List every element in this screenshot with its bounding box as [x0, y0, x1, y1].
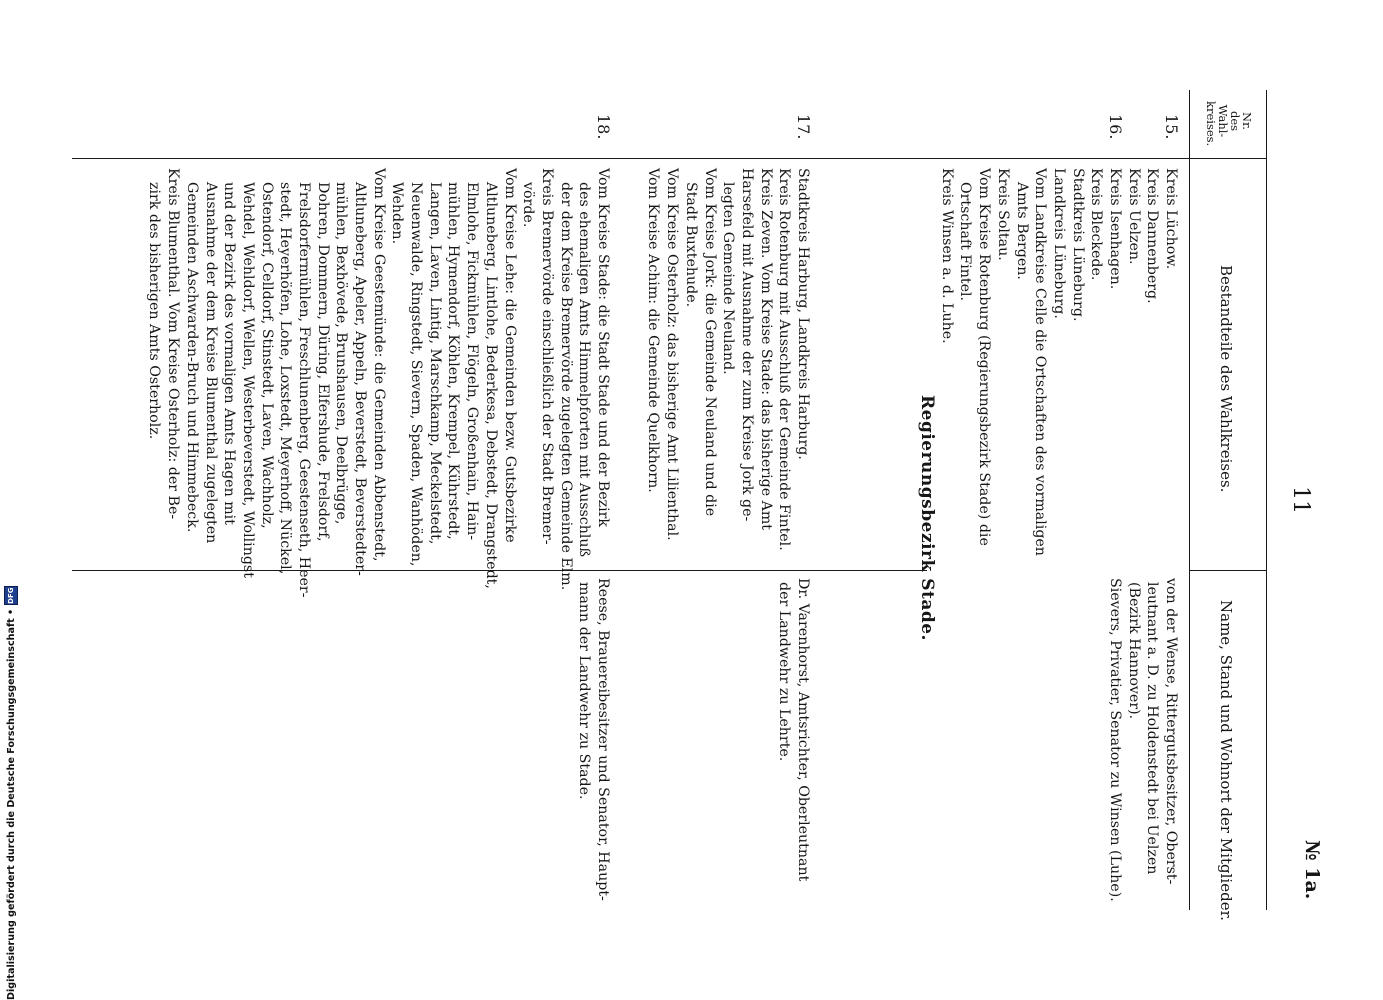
part-line: Frelsdorfermühlen, Freschlunenberg, Geestenseth, Heer-: [296, 182, 312, 598]
part-line: der dem Kreise Bremervörde zugelegten Gemeinde Elm.: [557, 182, 574, 591]
page-mark: № 1a.: [1301, 840, 1323, 900]
part-line: Ortschaft Fintel.: [957, 182, 974, 302]
row-member-16: [1105, 578, 1124, 902]
part-line: Vom Landkreise Celle die Ortschaften des vormaligen: [1032, 168, 1049, 556]
member-line: Sievers, Privatier, Senator zu Winsen (Luhe).: [1107, 578, 1123, 902]
member-line: (Bezirk Hannover).: [1125, 582, 1142, 720]
header-top-rule: [1266, 90, 1267, 910]
part-line: Neuenwalde, Ringstedt, Sievern, Spaden, Wanhöden,: [408, 182, 425, 567]
part-line: Wehdel, Wehldorf, Wellen, Westerbeverstedt, Wollingst: [239, 182, 256, 578]
digitization-footer: [0, 587, 22, 1000]
part-line: Kreis Rotenburg mit Ausschluß der Gemeinde Fintel.: [776, 168, 793, 551]
footer-text: Digitalisierung gefördert durch die Deutsche Forschungsgemeinschaft •: [5, 608, 17, 1000]
part-line: Vom Kreise Jork: die Gemeinde Neuland und die: [701, 168, 718, 517]
member-line: Dr. Varenhorst, Amtsrichter, Oberleutnant: [795, 578, 811, 882]
region-title: Regierungsbezirk Stade.: [917, 395, 937, 641]
part-line: Kreis Dannenberg.: [1144, 168, 1161, 304]
row-parts-16: [937, 168, 1124, 556]
part-line: Altluneberg, Apeler, Appeln, Beverstedt, Beverstedter-: [352, 182, 369, 576]
header-parts: Bestandteile des Wahlkreises.: [1217, 265, 1235, 493]
dfg-logo-icon: DFG: [4, 586, 18, 604]
row-parts-15: [1124, 168, 1180, 304]
part-line: Kreis Bremervörde einschließlich der Stadt Bremer-: [538, 168, 555, 545]
part-line: Stadt Buxtehude.: [682, 182, 699, 308]
row-member-17: [775, 578, 812, 881]
part-line: Ausnahme der dem Kreise Blumenthal zugelegten: [202, 182, 219, 544]
part-line: Kreis Winsen a. d. Luhe.: [938, 168, 955, 344]
part-line: stedt, Heyerhöfen, Lohe, Loxstedt, Meyerhoff, Nückel,: [277, 182, 294, 575]
part-line: Wehden.: [389, 182, 406, 245]
part-line: Harsefeld mit Ausnahme der zum Kreise Jork ge-: [738, 168, 755, 522]
row-number-17: 17.: [794, 114, 813, 140]
page-number: 11: [1288, 486, 1313, 514]
part-line: Kreis Isenhagen.: [1107, 168, 1123, 290]
column-rule-2: [1189, 570, 1267, 571]
row-member-15: [1124, 578, 1180, 884]
part-line: Dohren, Dommern, Düring, Elfershude, Frelsdorf,: [314, 182, 331, 542]
part-line: und der Bezirk des vormaligen Amts Hagen mit: [221, 182, 238, 525]
column-rule-1: [72, 158, 1267, 159]
part-line: zirk des bisherigen Amts Osterholz.: [146, 182, 163, 440]
member-line: Reese, Brauereibesitzer und Senator, Haupt-: [595, 578, 611, 901]
part-line: Kreis Bleckede.: [1088, 168, 1105, 281]
row-parts-18: [145, 168, 612, 598]
row-number-16: 16.: [1106, 114, 1125, 140]
row-number-15: 15.: [1162, 114, 1181, 140]
row-parts-17: [644, 168, 812, 551]
part-line: Ostendorf, Celldorf, Stinstedt, Laven, Wachholz,: [258, 182, 275, 529]
member-line: der Landwehr zu Lehrte.: [776, 582, 793, 762]
row-number-18: 18.: [594, 114, 613, 140]
header-number: Nr. des Wahl-kreises.: [1204, 101, 1254, 147]
part-line: Kreis Soltau.: [994, 168, 1011, 261]
part-line: Vom Kreise Stade: die Stadt Stade und der Bezirk: [595, 168, 611, 528]
part-line: Gemeinden Aschwarden-Bruch und Himmebeck.: [183, 182, 200, 533]
member-line: von der Wense, Rittergutsbesitzer, Oberst-: [1163, 578, 1179, 885]
part-line: Kreis Blumenthal. Vom Kreise Osterholz: der Be-: [165, 168, 182, 520]
part-line: Stadtkreis Lüneburg.: [1069, 168, 1086, 322]
part-line: mühlen, Bexhövede, Brunshausen, Deelbrügge,: [333, 182, 350, 525]
part-line: Vom Kreise Lehe: die Gemeinden bezw. Gutsbezirke: [501, 168, 518, 543]
part-line: Kreis Zeven. Vom Kreise Stade: das bisherige Amt: [757, 168, 774, 530]
part-line: legten Gemeinde Neuland.: [720, 182, 737, 375]
header-bottom-rule: [1189, 90, 1190, 910]
region-rule: [917, 158, 918, 570]
part-line: Kreis Uelzen.: [1125, 168, 1142, 265]
part-line: vörde.: [520, 182, 537, 228]
part-line: Landkreis Lüneburg.: [1050, 168, 1067, 319]
part-line: mühlen, Hymendorf, Köhlen, Krempel, Kührstedt,: [445, 182, 462, 540]
part-line: Vom Kreise Geestemünde: die Gemeinden Abbenstedt,: [370, 168, 387, 562]
part-line: Amts Bergen.: [1013, 182, 1030, 280]
member-line: mann der Landwehr zu Stade.: [576, 582, 593, 800]
part-line: Altluneberg, Lintlohe, Bederkesa, Debstedt, Drangstedt,: [482, 182, 499, 589]
member-line: leutnant a. D. zu Holdenstedt bei Uelzen: [1144, 582, 1161, 875]
part-line: Langen, Laven, Lintig, Marschkamp, Meckelstedt,: [426, 182, 443, 545]
header-members: Name, Stand und Wohnort der Mitglieder.: [1217, 600, 1235, 921]
part-line: des ehemaligen Amts Himmelpforten mit Ausschluß: [576, 182, 593, 558]
part-line: Vom Kreise Achim: die Gemeinde Quelkhorn.: [645, 168, 662, 493]
part-line: Kreis Lüchow.: [1163, 168, 1179, 270]
part-line: Vom Kreise Osterholz: das bisherige Amt Lilienthal.: [664, 168, 681, 541]
part-line: Vom Kreise Rotenburg (Regierungsbezirk Stade) die: [976, 168, 993, 546]
part-line: Elmlohe, Fickmühlen, Flögeln, Großenhain, Hain-: [464, 182, 481, 541]
row-member-18: [575, 578, 612, 901]
part-line: Stadtkreis Harburg, Landkreis Harburg.: [795, 168, 811, 460]
